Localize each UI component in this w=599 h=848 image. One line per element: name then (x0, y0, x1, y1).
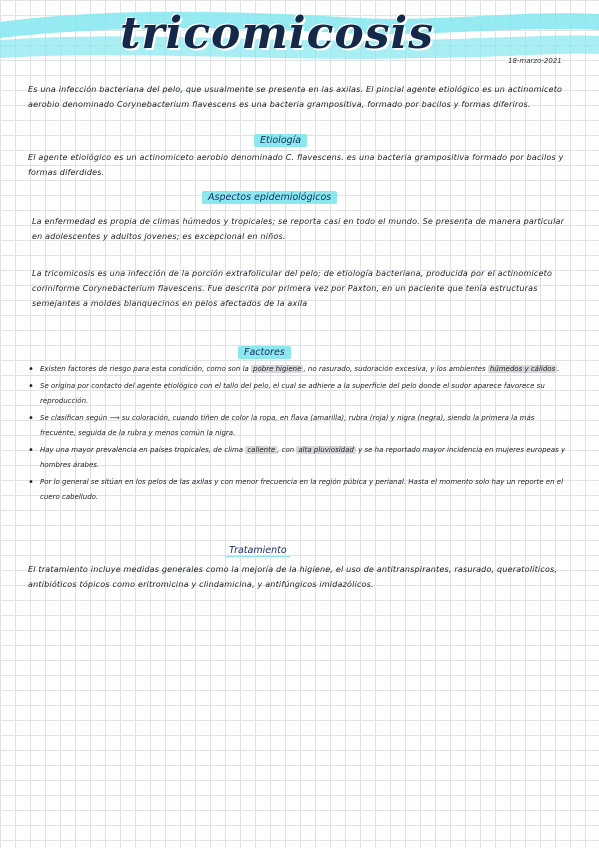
bullet-text: Se clasifican según ⟶ su coloración, cuando tiñen de color la ropa, en flava (amarilla), rubra (roja) y nigra (negra), siendo la primera la más frecuente, seguida de la rubra y menos común la nigra. (40, 414, 535, 437)
aspectos-heading-text: Aspectos epidemiológicos (202, 191, 337, 204)
list-item (28, 379, 568, 409)
bullet-highlight: caliente (247, 446, 276, 454)
list-item (28, 362, 568, 377)
factores-heading-text: Factores (238, 346, 291, 359)
intro-paragraph: Es una infección bacteriana del pelo, que usualmente se presenta en las axilas. El pincial agente etiológico es un actinomiceto aerobio denominado Corynebacterium flavescens es una bacteria grampositiva, formado por bacilos y formas diferiros. (28, 85, 563, 109)
factores-heading (238, 345, 291, 360)
bullet-text: Se origina por contacto del agente etiológico con el tallo del pelo, el cual se adhiere a la superficie del pelo donde el sudor aparece favorece su reproducción. (40, 382, 545, 405)
list-item (28, 411, 568, 441)
bullet-highlight: pobre higiene (253, 365, 302, 373)
bullet-text: Existen factores de riesgo para esta condición, como son la (40, 365, 252, 373)
tratamiento-heading (226, 543, 290, 558)
bullet-highlight: húmedos y cálidos (489, 365, 556, 373)
date-label: 18-marzo-2021 (508, 57, 562, 65)
factores-list (28, 362, 568, 507)
tratamiento-heading-text: Tratamiento (226, 545, 290, 557)
page-title: tricomicosis (120, 8, 435, 59)
bullet-text: Por lo general se sitúan en los pelos de las axilas y con menor frecuencia en la región púbica y perianal. Hasta el momento solo hay un reporte en el cuero cabelludo. (40, 478, 564, 501)
aspectos-paragraph-1: La enfermedad es propia de climas húmedos y tropicales; se reporta casi en todo el mundo. Se presenta de manera particular en adolescentes y adultos jovenes; es excepcional en niños. (32, 217, 565, 241)
etiologia-heading (254, 133, 307, 148)
list-item (28, 475, 568, 505)
bullet-text: y se ha reportado mayor incidencia en mujeres europeas y hombres árabes. (40, 446, 566, 469)
bullet-text: , no rasurado, sudoración excesiva, y los ambientes (303, 365, 488, 373)
bullet-highlight: alta pluviosidad (298, 446, 354, 454)
bullet-text: . (557, 365, 560, 373)
tratamiento-paragraph: El tratamiento incluye medidas generales como la mejoría de la higiene, el uso de antitranspirantes, rasurado, queratolíticos, antibióticos tópicos como eritromicina y clindamicina, y antifúngicos imidazólicos. (28, 565, 558, 589)
etiologia-paragraph: El agente etiológico es un actinomiceto aerobio denominado C. flavescens. es una bacteria grampositiva formado por bacilos y formas diferdides. (28, 153, 564, 177)
aspectos-heading (202, 190, 337, 205)
etiologia-heading-text: Etiología (254, 134, 307, 147)
aspectos-paragraph-2: La tricomicosis es una infección de la porción extrafolicular del pelo; de etiología bacteriana, producida por el actinomiceto coriniforme Corynebacterium flavescens. Fue descrita por primera vez por Paxton, en un paciente que tenía estructuras semejantes a moldes blanquecinos en pelos afectados de la axila (32, 269, 553, 308)
list-item (28, 443, 568, 473)
bullet-text: , con (277, 446, 297, 454)
bullet-text: Hay una mayor prevalencia en países tropicales, de clima (40, 446, 246, 454)
